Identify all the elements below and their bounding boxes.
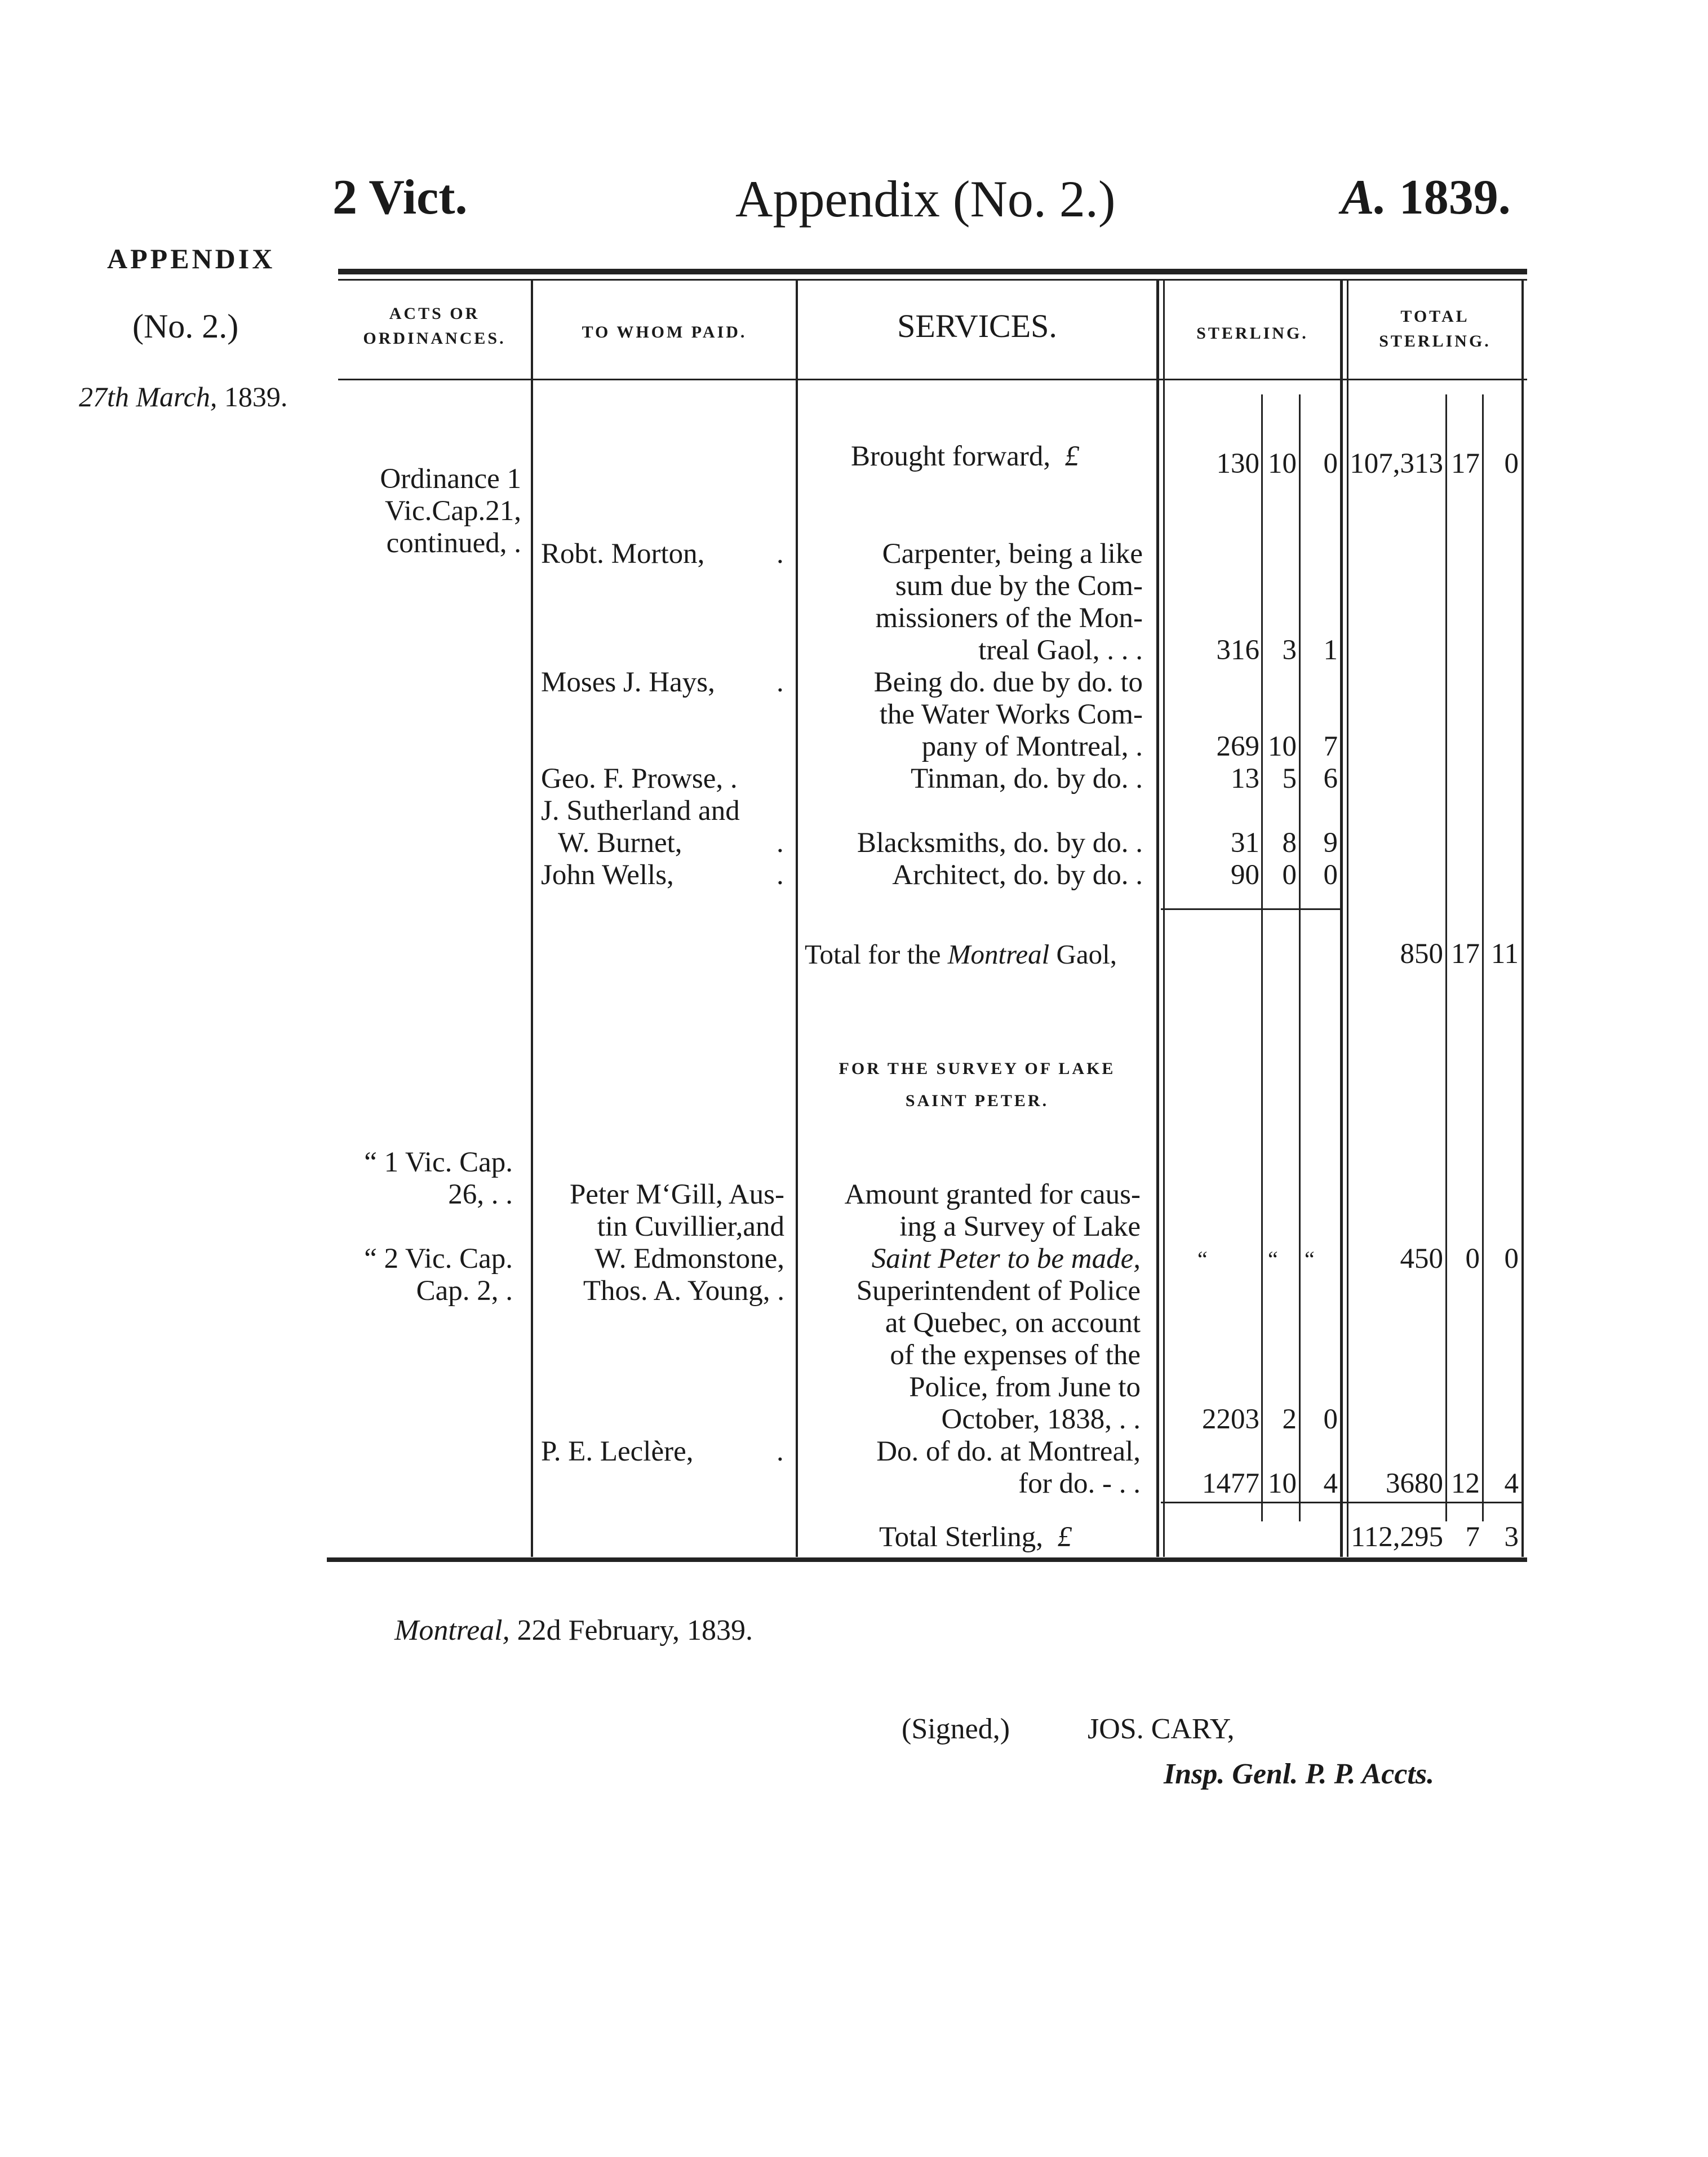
mcgill-svc-2: ing a Survey of Lake	[899, 1211, 1141, 1242]
bf-total-pounds: 107,313	[1350, 448, 1443, 480]
wells-pounds: 90	[1231, 859, 1259, 891]
table-top-rule-thin	[338, 279, 1527, 281]
row-hays-dot: .	[777, 667, 784, 698]
margin-appendix: APPENDIX	[107, 243, 276, 274]
section-heading-line2: SAINT PETER.	[905, 1091, 1049, 1110]
morton-pounds: 316	[1216, 634, 1259, 666]
leclere-svc-2: for do. - . .	[1018, 1468, 1141, 1499]
sutherland-shillings: 8	[1282, 827, 1297, 859]
col-header-whom: TO WHOM PAID.	[582, 323, 747, 341]
hays-svc-3: pany of Montreal, .	[921, 731, 1143, 762]
morton-shillings: 3	[1282, 634, 1297, 666]
footer-signed: (Signed,)	[902, 1713, 1010, 1745]
row-morton-dot: .	[777, 538, 784, 570]
row-young-services	[802, 1275, 1141, 1436]
sutherland-whom-2: W. Burnet,	[558, 827, 682, 859]
act2-line1: “ 1 Vic. Cap.	[364, 1147, 513, 1178]
row-leclere-services	[802, 1436, 1141, 1500]
mcgill-svc-3: Saint Peter to be made,	[871, 1243, 1141, 1275]
hays-svc-2: the Water Works Com-	[879, 699, 1143, 730]
young-svc-1: Superintendent of Police	[856, 1275, 1141, 1307]
col-header-acts-line2: ORDINANCES.	[363, 329, 506, 348]
sterling-sub-divider-1	[1261, 394, 1263, 1521]
gaol-total-place: Montreal	[947, 939, 1050, 970]
grand-total-pounds: 112,295	[1351, 1521, 1443, 1553]
gaol-total-prefix: Total for the	[805, 939, 941, 970]
grand-total-text: Total Sterling,	[879, 1521, 1044, 1553]
grand-total-pence: 3	[1504, 1521, 1519, 1553]
row-hays-services	[805, 667, 1143, 763]
morton-svc-4: treal Gaol, . . .	[978, 634, 1143, 666]
margin-date-italic: 27th March,	[79, 381, 218, 412]
col-header-total-line2: STERLING.	[1379, 331, 1491, 350]
act-1-vic-cap-26	[338, 1147, 513, 1211]
table-top-rule-thick	[338, 269, 1527, 274]
mcgill-svc-1: Amount granted for caus-	[844, 1179, 1141, 1210]
mcgill-total-pence: 0	[1504, 1243, 1519, 1275]
wells-shillings: 0	[1282, 859, 1297, 891]
sutherland-pounds: 31	[1231, 827, 1259, 859]
col-header-acts-line1: ACTS OR	[389, 304, 480, 323]
act-2-vic-cap-2	[338, 1243, 513, 1307]
brought-forward-label	[851, 441, 1079, 473]
wells-pence: 0	[1323, 859, 1338, 891]
sutherland-whom-1: J. Sutherland and	[541, 795, 740, 827]
prowse-pounds: 13	[1231, 763, 1259, 795]
act3-line1: “ 2 Vic. Cap.	[364, 1243, 513, 1275]
morton-svc-1: Carpenter, being a like	[882, 538, 1143, 570]
gaol-total-pence: 11	[1490, 938, 1519, 970]
morton-svc-3: missioners of the Mon-	[875, 602, 1143, 634]
col-header-sterling: STERLING.	[1196, 324, 1308, 343]
leclere-total-pounds: 3680	[1386, 1468, 1443, 1499]
row-morton-whom: Robt. Morton,	[541, 538, 705, 570]
act2-line2: 26, . .	[448, 1179, 513, 1210]
hays-svc-1: Being do. due by do. to	[873, 667, 1143, 698]
row-sutherland-whom	[541, 795, 740, 859]
act-ordinance-1	[338, 463, 521, 560]
footer-name: JOS. CARY,	[1088, 1713, 1235, 1745]
row-morton-services	[805, 538, 1143, 667]
leclere-svc-1: Do. of do. at Montreal,	[876, 1436, 1141, 1467]
leclere-pounds: 1477	[1202, 1468, 1259, 1499]
col-divider-sterling	[1340, 279, 1343, 1557]
hays-pounds: 269	[1216, 731, 1259, 762]
bf-total-shillings: 17	[1451, 448, 1480, 480]
col-divider-whom	[796, 279, 798, 1557]
row-prowse-whom: Geo. F. Prowse, .	[541, 763, 738, 795]
mcgill-whom-2: tin Cuvillier,and	[597, 1211, 784, 1242]
header-center: Appendix (No. 2.)	[735, 170, 1116, 228]
gaol-total-suffix: Gaol,	[1056, 939, 1117, 970]
young-svc-5: October, 1838, . .	[941, 1404, 1141, 1435]
col-header-total	[1348, 304, 1521, 353]
col-header-services: SERVICES.	[897, 308, 1057, 344]
footer-place-date	[394, 1614, 753, 1646]
gaol-total-pounds: 850	[1400, 938, 1443, 970]
header-symbol: A.	[1341, 170, 1387, 225]
grand-total-rule	[1161, 1502, 1521, 1503]
bf-sterling-pounds: 130	[1216, 448, 1259, 480]
grand-total-pound-sign: £	[1057, 1521, 1072, 1553]
morton-svc-2: sum due by the Com-	[895, 570, 1143, 602]
sterling-subtotal-rule	[1161, 908, 1341, 910]
young-shillings: 2	[1282, 1404, 1297, 1435]
leclere-total-pence: 4	[1504, 1468, 1519, 1499]
mcgill-ditto-shillings: “	[1268, 1246, 1278, 1272]
prowse-pence: 6	[1323, 763, 1338, 795]
grand-total-label	[879, 1521, 1072, 1554]
section-heading-lake-saint-peter	[798, 1053, 1156, 1117]
mcgill-total-shillings: 0	[1465, 1243, 1480, 1275]
col-header-total-line1: TOTAL	[1400, 307, 1470, 326]
bf-sterling-pence: 0	[1323, 448, 1338, 480]
mcgill-ditto-pounds: “	[1197, 1246, 1208, 1272]
row-wells-dot: .	[777, 859, 784, 891]
prowse-shillings: 5	[1282, 763, 1297, 795]
young-pence: 0	[1323, 1404, 1338, 1435]
header-bottom-rule	[338, 379, 1527, 380]
row-sutherland-dot: .	[777, 827, 784, 859]
young-pounds: 2203	[1202, 1404, 1259, 1435]
mcgill-ditto-pence: “	[1305, 1246, 1315, 1272]
bf-total-pence: 0	[1504, 448, 1519, 480]
margin-date-year: 1839.	[224, 381, 288, 412]
row-prowse-services: Tinman, do. by do. .	[911, 763, 1143, 795]
hays-shillings: 10	[1268, 731, 1297, 762]
header-left: 2 Vict.	[332, 170, 468, 225]
gaol-total-shillings: 17	[1451, 938, 1480, 970]
header-right	[1341, 169, 1511, 226]
mcgill-whom-3: W. Edmonstone,	[595, 1243, 784, 1275]
margin-number: (No. 2.)	[132, 308, 239, 345]
young-svc-3: of the expenses of the	[890, 1339, 1141, 1371]
young-svc-4: Police, from June to	[909, 1372, 1141, 1403]
row-mcgill-services	[802, 1179, 1141, 1275]
footer-date: 22d February, 1839.	[517, 1614, 753, 1646]
act3-line2: Cap. 2, .	[416, 1275, 513, 1307]
bf-sterling-shillings: 10	[1268, 448, 1297, 480]
footer-title: Insp. Genl. P. P. Accts.	[1164, 1758, 1435, 1790]
leclere-shillings: 10	[1268, 1468, 1297, 1499]
margin-date	[79, 380, 287, 413]
header-year: 1839.	[1399, 170, 1511, 225]
table-bottom-rule	[327, 1557, 1527, 1562]
sutherland-pence: 9	[1323, 827, 1338, 859]
row-wells-whom: John Wells,	[541, 859, 674, 891]
row-leclere-dot: .	[777, 1436, 784, 1467]
row-leclere-whom: P. E. Leclère,	[541, 1436, 694, 1467]
section-heading-line1: FOR THE SURVEY OF LAKE	[839, 1059, 1116, 1078]
col-header-acts	[338, 301, 531, 350]
col-divider-acts	[531, 279, 533, 1557]
act1-line3: continued, .	[386, 527, 521, 559]
hays-pence: 7	[1323, 731, 1338, 762]
young-svc-2: at Quebec, on account	[885, 1307, 1141, 1339]
mcgill-total-pounds: 450	[1400, 1243, 1443, 1275]
leclere-total-shillings: 12	[1451, 1468, 1480, 1499]
col-divider-services	[1156, 279, 1159, 1557]
leclere-pence: 4	[1323, 1468, 1338, 1499]
row-hays-whom: Moses J. Hays,	[541, 667, 715, 698]
pound-sign: £	[1064, 441, 1080, 472]
gaol-total-label	[805, 938, 1117, 970]
act1-line2: Vic.Cap.21,	[385, 495, 521, 527]
row-mcgill-whom	[535, 1179, 784, 1275]
sterling-sub-divider-2	[1299, 394, 1301, 1521]
row-sutherland-services: Blacksmiths, do. by do. .	[857, 827, 1143, 859]
act1-line1: Ordinance 1	[380, 463, 521, 495]
grand-total-shillings: 7	[1465, 1521, 1480, 1553]
brought-forward-text: Brought forward,	[851, 441, 1051, 472]
row-young-whom: Thos. A. Young, .	[583, 1275, 784, 1307]
footer-place: Montreal,	[394, 1614, 510, 1646]
table-right-border	[1521, 279, 1524, 1557]
row-wells-services: Architect, do. by do. .	[892, 859, 1143, 891]
mcgill-whom-1: Peter M‘Gill, Aus-	[569, 1179, 784, 1210]
morton-pence: 1	[1323, 634, 1338, 666]
